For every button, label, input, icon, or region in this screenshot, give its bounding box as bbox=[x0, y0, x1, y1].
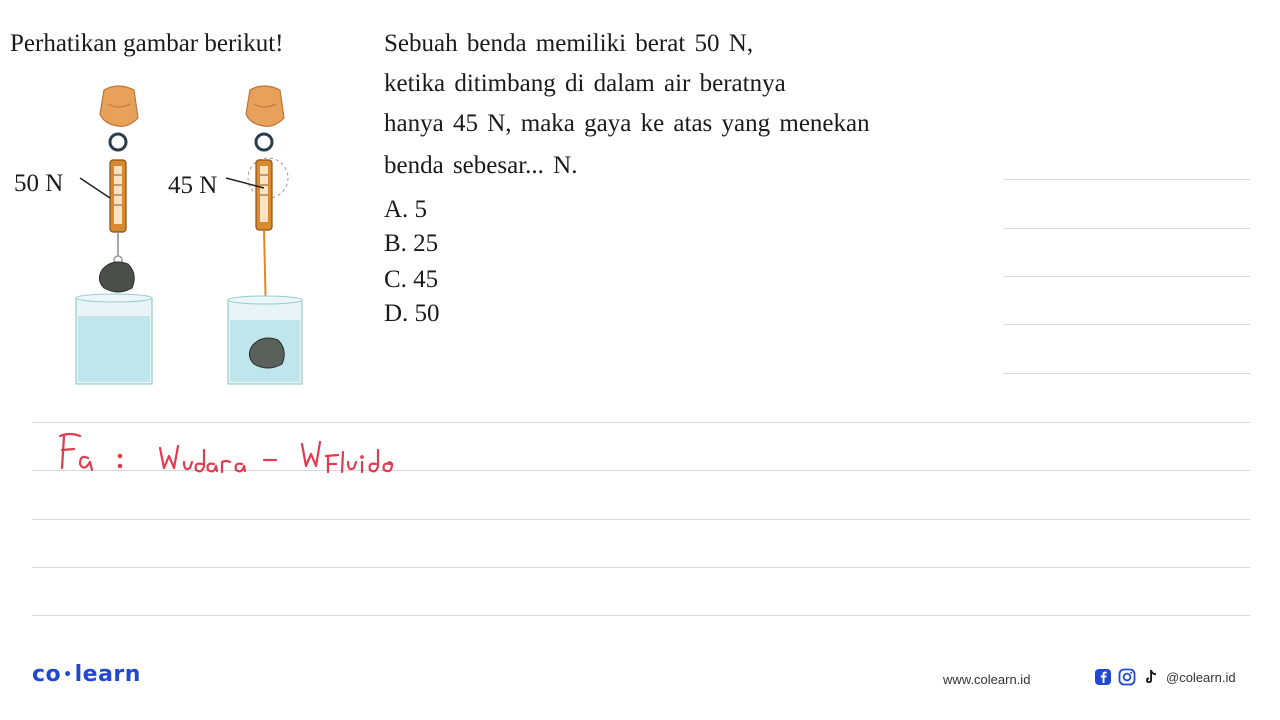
logo-dot: • bbox=[63, 667, 73, 683]
hand-left-icon bbox=[100, 86, 138, 126]
question-line-1: Sebuah benda memiliki berat 50 N, bbox=[384, 30, 754, 57]
answer-rule bbox=[1003, 276, 1250, 277]
note-rule bbox=[32, 422, 1250, 423]
facebook-icon[interactable] bbox=[1094, 668, 1112, 686]
logo-right-text: learn bbox=[74, 662, 141, 687]
social-bar bbox=[1094, 668, 1236, 686]
beaker-left-icon bbox=[76, 294, 152, 384]
intro-text: Perhatikan gambar berikut! bbox=[10, 30, 284, 57]
spring-scale-illustration bbox=[0, 80, 360, 400]
logo-left-text: co bbox=[32, 662, 62, 687]
question-line-2: ketika ditimbang di dalam air beratnya bbox=[384, 70, 786, 97]
option-b: B. 25 bbox=[384, 230, 439, 257]
note-rule bbox=[32, 567, 1250, 568]
instagram-icon[interactable] bbox=[1118, 668, 1136, 686]
social-handle[interactable]: @colearn.id bbox=[1166, 669, 1236, 685]
option-a: A. 5 bbox=[384, 196, 428, 223]
question-line-3: hanya 45 N, maka gaya ke atas yang menekan bbox=[384, 110, 870, 137]
question-line-4: benda sebesar... N. bbox=[384, 152, 578, 179]
note-rule bbox=[32, 519, 1250, 520]
colearn-logo bbox=[32, 662, 141, 687]
note-rule bbox=[32, 615, 1250, 616]
option-d: D. 50 bbox=[384, 300, 440, 327]
weight-label-air: 50 N bbox=[14, 170, 64, 197]
answer-rule bbox=[1003, 373, 1250, 374]
answer-rule bbox=[1003, 179, 1250, 180]
answer-rule bbox=[1003, 324, 1250, 325]
rock-left-icon bbox=[99, 262, 134, 292]
hand-right-icon bbox=[246, 86, 284, 126]
weight-label-water: 45 N bbox=[168, 172, 218, 199]
handwritten-formula bbox=[58, 428, 418, 478]
tiktok-icon[interactable] bbox=[1142, 668, 1160, 686]
answer-rule bbox=[1003, 228, 1250, 229]
option-c: C. 45 bbox=[384, 266, 439, 293]
footer-url[interactable]: www.colearn.id bbox=[943, 672, 1031, 687]
spring-scale-figure bbox=[0, 80, 360, 400]
